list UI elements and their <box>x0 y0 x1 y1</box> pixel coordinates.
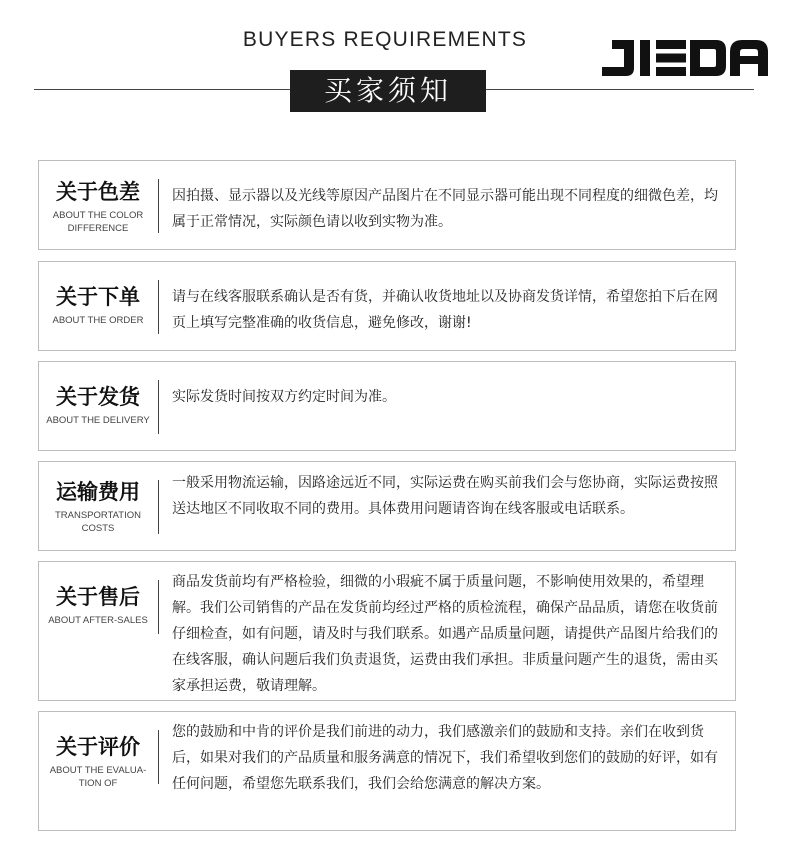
card-divider <box>158 280 159 334</box>
card-label <box>39 179 157 235</box>
card-subtitle: ABOUT AFTER-SALES <box>48 615 148 626</box>
info-card-evaluation <box>38 711 736 831</box>
card-label <box>39 584 157 627</box>
header-title-cn: 买家须知 <box>290 70 486 112</box>
card-subtitle: ABOUT THE COLOR DIFFERENCE <box>52 210 144 234</box>
card-label <box>39 734 157 790</box>
card-divider <box>158 730 159 784</box>
card-divider <box>158 380 159 434</box>
card-body: 因拍摄、显示器以及光线等原因产品图片在不同显示器可能出现不同程度的细微色差，均属于正常情况，实际颜色请以收到实物为准。 <box>172 188 718 230</box>
info-card-delivery <box>38 361 736 451</box>
card-title: 运输费用 <box>56 480 140 504</box>
card-label <box>39 479 157 535</box>
card-divider <box>158 580 159 634</box>
card-body: 一般采用物流运输，因路途远近不同，实际运费在购买前我们会与您协商，实际运费按照送达地区不同收取不同的费用。具体费用问题请咨询在线客服或电话联系。 <box>172 475 718 517</box>
card-body: 商品发货前均有严格检验，细微的小瑕疵不属于质量问题，不影响使用效果的，希望理解。我们公司销售的产品在发货前均经过严格的质检流程，确保产品品质，请您在收货前仔细检查，如有问题，请及时与我们联系。如遇产品质量问题，请提供产品图片给我们的在线客服，确认问题后我们负责退货，运费由我们承担。非质量问题产生的退货，需由买家承担运费，敬请理解。 <box>172 574 718 694</box>
card-title: 关于售后 <box>56 585 140 609</box>
card-title: 关于色差 <box>56 180 140 204</box>
card-divider <box>158 179 159 233</box>
card-label <box>39 284 157 327</box>
info-card-color-difference <box>38 160 736 250</box>
card-subtitle: ABOUT THE ORDER <box>52 315 144 326</box>
card-title: 关于下单 <box>56 285 140 309</box>
card-body: 请与在线客服联系确认是否有货，并确认收货地址以及协商发货详情，希望您拍下后在网页上填写完整准确的收货信息，避免修改，谢谢! <box>172 289 718 331</box>
info-card-order <box>38 261 736 351</box>
card-body: 您的鼓励和中肯的评价是我们前进的动力，我们感激亲们的鼓励和支持。亲们在收到货后，如果对我们的产品质量和服务满意的情况下，我们希望收到您们的鼓励的好评，如有任何问题，希望您先联系我们，我们会给您满意的解决方案。 <box>172 724 718 792</box>
header-title-en: BUYERS REQUIREMENTS <box>242 28 528 51</box>
card-label <box>39 384 157 427</box>
card-subtitle: TRANSPORTATION COSTS <box>54 510 142 534</box>
card-title: 关于发货 <box>56 385 140 409</box>
card-divider <box>158 480 159 534</box>
card-subtitle: ABOUT THE EVALUA- TION OF <box>49 765 147 789</box>
card-body: 实际发货时间按双方约定时间为准。 <box>172 389 396 405</box>
card-title: 关于评价 <box>56 735 140 759</box>
jieda-logo <box>600 38 768 78</box>
info-card-transportation-costs <box>38 461 736 551</box>
info-card-after-sales <box>38 561 736 701</box>
card-subtitle: ABOUT THE DELIVERY <box>46 415 150 426</box>
